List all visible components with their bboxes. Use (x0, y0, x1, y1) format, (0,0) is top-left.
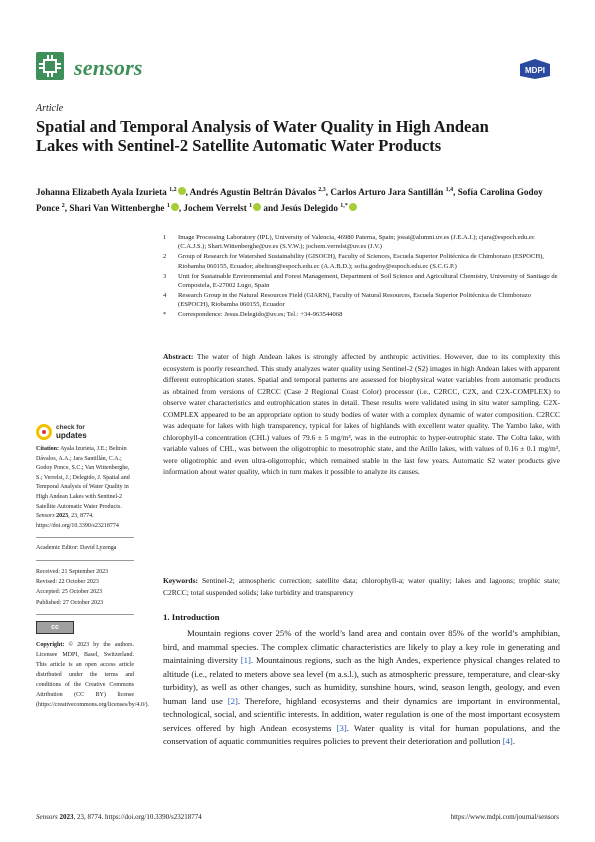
revised-date: Revised: 22 October 2023 (36, 579, 99, 586)
affiliation-item: * Correspondence: Jesus.Delegido@uv.es; Tel.: +34-963544068 (163, 311, 343, 319)
academic-editor: Academic Editor: David Lyzenga (36, 545, 117, 552)
keywords-text: Sentinel-2; atmospheric correction; satellite data; chlorophyll-a; water quality; lakes and lagoons; trophic state; C2RCC; total suspended solids; lake turbidity and transparency (163, 576, 561, 597)
check-updates-icon (36, 424, 52, 440)
introduction-paragraph: Mountain regions cover 25% of the world’s land area and contain over 85% of the world’s amphibian, bird, and mammal species. The complex climatic characteristics are likely to play a key role in generating and maintaining diversity [1]. Mountainous regions, such as the high Andes, experience physical changes related to altitude (i.e., related to meters above sea level (m a.s.l.), such as atmospheric pressure, temperature, and clear-sky turbidity), as well as other changes, such as humidity, sunshine hours, wind, season length, geology, and even human land use [2]. Therefore, highland ecosystems and their dynamics are important in environmental, technological, social, and scientific interests. In addition, water regulation is one of the most important ecosystem services offered by high Andean ecosystems [3]. Water quality is vital for human populations, and the conservation of aquatic communities requires policies to prevent their deterioration and pollution [4]. (163, 628, 560, 746)
affiliations (163, 233, 560, 320)
citation-link[interactable]: [3] (336, 722, 347, 733)
orcid-icon[interactable] (171, 203, 179, 211)
abstract-text: The water of high Andean lakes is strongly affected by anthropic activities. However, due to its complexity this ecosystem is poorly researched. This study analyzes water quality using Sentinel-2 (S2) images in high Andean lakes with apparent different eutrophication states. Spatial and temporal patterns are assessed for biophysical water variables from automatic products as obtained from versions of C2RCC (Case 2 Regional Coast Color) processor (i.e., C2RCC, C2X, and C2X-COMPLEX) to observe water characteristics and eutrophication states in detail. These results were validated using in situ water sampling. C2X-COMPLEX appeared to be an appropriate option to study bodies of water with a complex dynamic of water composition. C2RCC was adequate for lakes with high transparency, typical for lakes of highlands with excellent water quality. The Yambo lake, with chlorophyll-a concentration (CHL) values of 79.6 ± 5 mg/m³, was in the eutrophic to hyper-eutrophic state. The Colta lake, with variable values of CHL, was between the oligotrophic to mesotrophic state, and the Atillo lakes, with values of 0.16 ± 0.1 mg/m³, were oligotrophic and even ultra-oligotrophic, which remained stable in the last few years. Automatic S2 water products give information about water quality, which in turn makes it possible to analyze its causes. (163, 352, 560, 476)
accepted-date: Accepted: 25 October 2023 (36, 589, 103, 596)
author-name: Jesús Delegido (280, 203, 341, 214)
author-name: Sofía Carolina Godoy Ponce (36, 187, 543, 214)
citation-link[interactable]: [1] (240, 655, 251, 665)
author-name: Johanna Elizabeth Ayala Izurieta (36, 187, 170, 198)
svg-text:MDPI: MDPI (525, 66, 545, 75)
copyright-notice: Copyright: © 2023 by the authors. Licensee MDPI, Basel, Switzerland. This article is an open access article distributed under the terms and conditions of the Creative Commons Attribution (CC BY) license (https://creativecommons.org/licenses/by/4.0/). (36, 641, 150, 708)
author-name: Andrés Agustín Beltrán Dávalos (189, 187, 319, 198)
orcid-icon[interactable] (178, 187, 186, 195)
affiliation-item: 4 Research Group in the Natural Resources Field (GIARN), Faculty of Natural Resources, Escuela Superior Politécnica de Chimborazo (ESPOCH), Riobamba 060155, Ecuador (163, 291, 532, 309)
author-affiliation-marker: 1 (166, 203, 170, 210)
abstract-label: Abstract: (163, 352, 194, 361)
check-for-updates-button[interactable]: check for updates (36, 424, 96, 444)
orcid-icon[interactable] (253, 203, 261, 211)
orcid-icon[interactable] (349, 203, 357, 211)
published-date: Published: 27 October 2023 (36, 599, 104, 606)
citation-block: Citation: Ayala Izurieta, J.E.; Beltrán Dávalos, A.A.; Jara Santillán, C.A.; Godoy Ponce, S.C.; Van Wittenberghe, S.; Verrelst, J.; Delegido, J. Spatial and Temporal Analysis of Water Quality in High Andean Lakes with Sentinel-2 Satellite Automatic Water Products. Sensors 2023, 23, 8774. https://doi.org/10.3390/s23218774 (36, 446, 130, 529)
author-affiliation-marker: 1,4 (445, 187, 454, 193)
author-affiliation-marker: 1,2 (169, 187, 177, 193)
author-affiliation-marker: 1,* (340, 203, 348, 210)
author-affiliation-marker: 2 (61, 203, 65, 210)
citation-link[interactable]: [4] (502, 736, 513, 746)
sidebar (36, 445, 150, 710)
footer-citation: Sensors 2023, 23, 8774. https://doi.org/10.3390/s23218774 (36, 813, 202, 821)
keywords (163, 575, 560, 598)
chip-icon (43, 59, 57, 73)
author-affiliation-marker: 1 (249, 203, 253, 210)
keywords-label: Keywords: (163, 576, 198, 585)
dates-block (36, 567, 134, 608)
author-name: Jochem Verrelst (183, 203, 250, 214)
paper-title: Spatial and Temporal Analysis of Water Quality in High Andean Lakes with Sentinel-2 Satellite Automatic Water Products (36, 117, 489, 155)
cc-by-license-badge[interactable]: cc (36, 621, 74, 634)
author-list: Johanna Elizabeth Ayala Izurieta $^{1,2}$ , Andrés Agustín Beltrán Dávalos $^{2,3}$, Carlos Arturo Jara Santillán $^{1,4}$, Sofía Carolina Godoy Ponce $^2$, Shari Van Wittenberghe $^1$ , Jochem Verrelst $^1$ and Jesús Delegido $^{1,*}$ (36, 187, 543, 214)
author-name: Carlos Arturo Jara Santillán (330, 187, 446, 198)
author-affiliation-marker: 2,3 (318, 187, 326, 193)
journal-name[interactable]: sensors (74, 55, 143, 80)
received-date: Received: 21 September 2023 (36, 568, 109, 575)
affiliation-item: 1 Image Processing Laboratory (IPL), University of Valencia, 46980 Paterna, Spain; joeai@alumni.uv.es (J.E.A.I.); cjara@espoch.edu.ec (C.A.J.S.); Shari.Wittenberghe@uv.es (S.V.W.); jochem.verrelst@uv.es (J.V.) (163, 234, 535, 251)
citation-link[interactable]: [2] (227, 695, 238, 706)
abstract (163, 351, 560, 478)
journal-logo (36, 52, 64, 80)
author-name: Shari Van Wittenberghe (69, 203, 167, 214)
affiliation-item: 3 Unit for Sustainable Environmental and Forest Management, Department of Soil Science and Agricultural Chemistry, University of Santiago de Compostela, E-27002 Lugo, Spain (163, 272, 558, 290)
section-heading-introduction: 1. Introduction (163, 612, 220, 622)
affiliation-item: 2 Group of Research for Watershed Sustainability (GISOCH), Faculty of Sciences, Escuela Superior Politécnica de Chimborazo (ESPOCH), Riobamba 060155, Ecuador; abeltran@espoch.edu.ec (A.A.B.D.); sofia.godoy@espoch.edu.ec (S.C.G.P.) (163, 253, 544, 270)
footer-journal-url[interactable]: https://www.mdpi.com/journal/sensors (450, 813, 559, 821)
mdpi-logo[interactable] (516, 58, 554, 80)
article-type: Article (36, 103, 64, 114)
